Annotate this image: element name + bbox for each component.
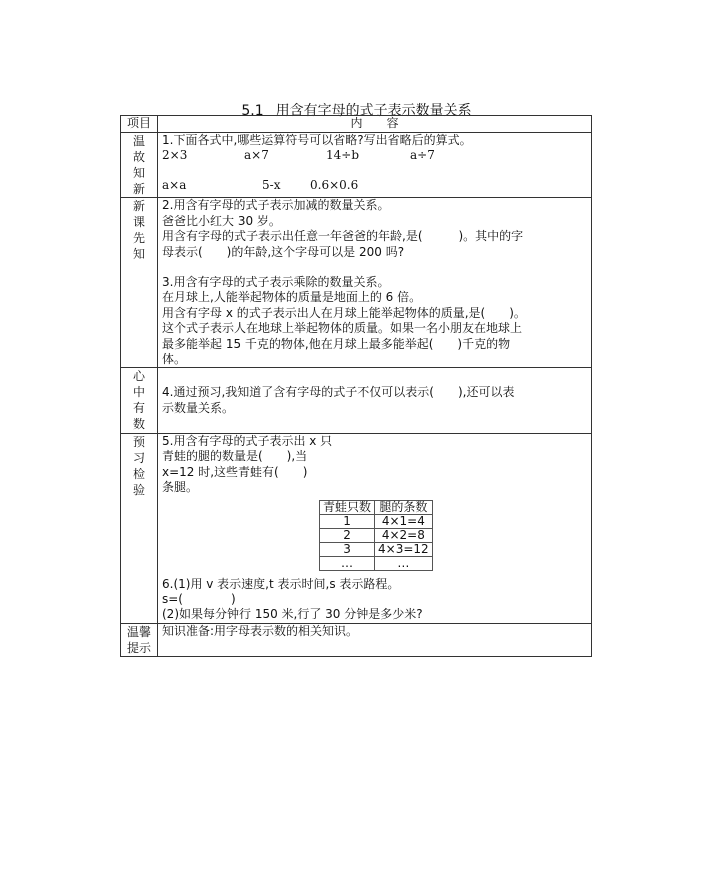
q6-line2: s=( ) <box>162 591 236 606</box>
q3-title: 3.用含有字母的式子表示乘除的数量关系。 <box>162 275 390 290</box>
q6-line3: (2)如果每分钟行 150 米,行了 30 分钟是多少米? <box>162 607 423 622</box>
q3-line5: 体。 <box>162 352 187 367</box>
section-number: 5.1 <box>241 103 264 119</box>
q1-expr-line2 <box>162 178 587 193</box>
label-review: 温故知新 <box>132 134 145 196</box>
row-heart <box>121 368 592 433</box>
leg-count-cell: 4×3=12 <box>375 542 433 556</box>
q2-line1: 爸爸比小红大 30 岁。 <box>162 213 281 228</box>
expr-5: a×a <box>162 178 187 193</box>
table-row <box>320 542 433 556</box>
q4-line1: 4.通过预习,我知道了含有字母的式子不仅可以表示( ),还可以表 <box>162 385 515 400</box>
row-preview <box>121 433 592 623</box>
content-tips <box>158 623 592 656</box>
frog-count-cell: 2 <box>320 528 375 542</box>
label-heart: 心中有数 <box>132 369 145 432</box>
q5-line3: x=12 时,这些青蛙有( ) <box>162 464 308 479</box>
row-new <box>121 198 592 368</box>
q2-line3: 母表示( )的年龄,这个字母可以是 200 吗? <box>162 244 405 259</box>
table-row <box>320 528 433 542</box>
worksheet-table <box>120 115 592 657</box>
header-project: 项目 <box>121 116 158 133</box>
frog-table-header <box>320 500 433 514</box>
content-preview <box>158 433 592 623</box>
frog-count-cell: 3 <box>320 542 375 556</box>
frog-table-head-count: 青蛙只数 <box>320 500 375 514</box>
content-new <box>158 198 592 368</box>
q3-line4: 最多能举起 15 千克的物体,他在月球上最多能举起( )千克的物 <box>162 336 511 351</box>
expr-2: a×7 <box>244 148 269 163</box>
q3-line2: 用含有字母 x 的式子表示出人在月球上能举起物体的质量,是( )。 <box>162 305 526 320</box>
leg-count-cell: 4×2=8 <box>375 528 433 542</box>
q5-line1: 5.用含有字母的式子表示出 x 只 <box>162 433 333 448</box>
section-title: 用含有字母的式子表示数量关系 <box>275 103 472 119</box>
expr-7: 0.6×0.6 <box>310 178 359 193</box>
q2-line2: 用含有字母的式子表示出任意一年爸爸的年龄,是( )。其中的字 <box>162 229 524 244</box>
content-review <box>158 133 592 198</box>
expr-1: 2×3 <box>162 148 188 163</box>
q1-expr-line1 <box>162 148 587 178</box>
tips-text: 知识准备:用字母表示数的相关知识。 <box>162 623 359 638</box>
leg-count-cell: 4×1=4 <box>375 514 433 528</box>
q5-line4: 条腿。 <box>162 480 199 495</box>
table-row <box>320 514 433 528</box>
row-tips <box>121 623 592 656</box>
q1-text: 1.下面各式中,哪些运算符号可以省略?写出省略后的算式。 <box>162 133 472 147</box>
label-tips: 温馨提示 <box>126 624 151 655</box>
expr-4: a÷7 <box>410 148 435 163</box>
frog-leg-table <box>319 500 433 571</box>
row-review <box>121 133 592 198</box>
label-new: 新课先知 <box>132 199 145 262</box>
expr-3: 14÷b <box>326 148 360 163</box>
header-row <box>121 116 592 133</box>
frog-table-head-legs: 腿的条数 <box>375 500 433 514</box>
frog-count-cell: 1 <box>320 514 375 528</box>
q3-line1: 在月球上,人能举起物体的质量是地面上的 6 倍。 <box>162 290 422 305</box>
table-row <box>320 556 433 570</box>
content-heart <box>158 368 592 433</box>
expr-6: 5-x <box>262 178 281 193</box>
leg-count-cell: … <box>375 556 433 570</box>
q3-line3: 这个式子表示人在地球上举起物体的质量。如果一名小朋友在地球上 <box>162 321 523 336</box>
q6-line1: 6.(1)用 v 表示速度,t 表示时间,s 表示路程。 <box>162 576 400 591</box>
label-preview: 预习检验 <box>132 434 145 497</box>
q5-line2: 青蛙的腿的数量是( ),当 <box>162 449 308 464</box>
q2-title: 2.用含有字母的式子表示加减的数量关系。 <box>162 198 390 213</box>
frog-count-cell: … <box>320 556 375 570</box>
q4-line2: 示数量关系。 <box>162 400 235 415</box>
header-content: 内 容 <box>158 116 592 133</box>
